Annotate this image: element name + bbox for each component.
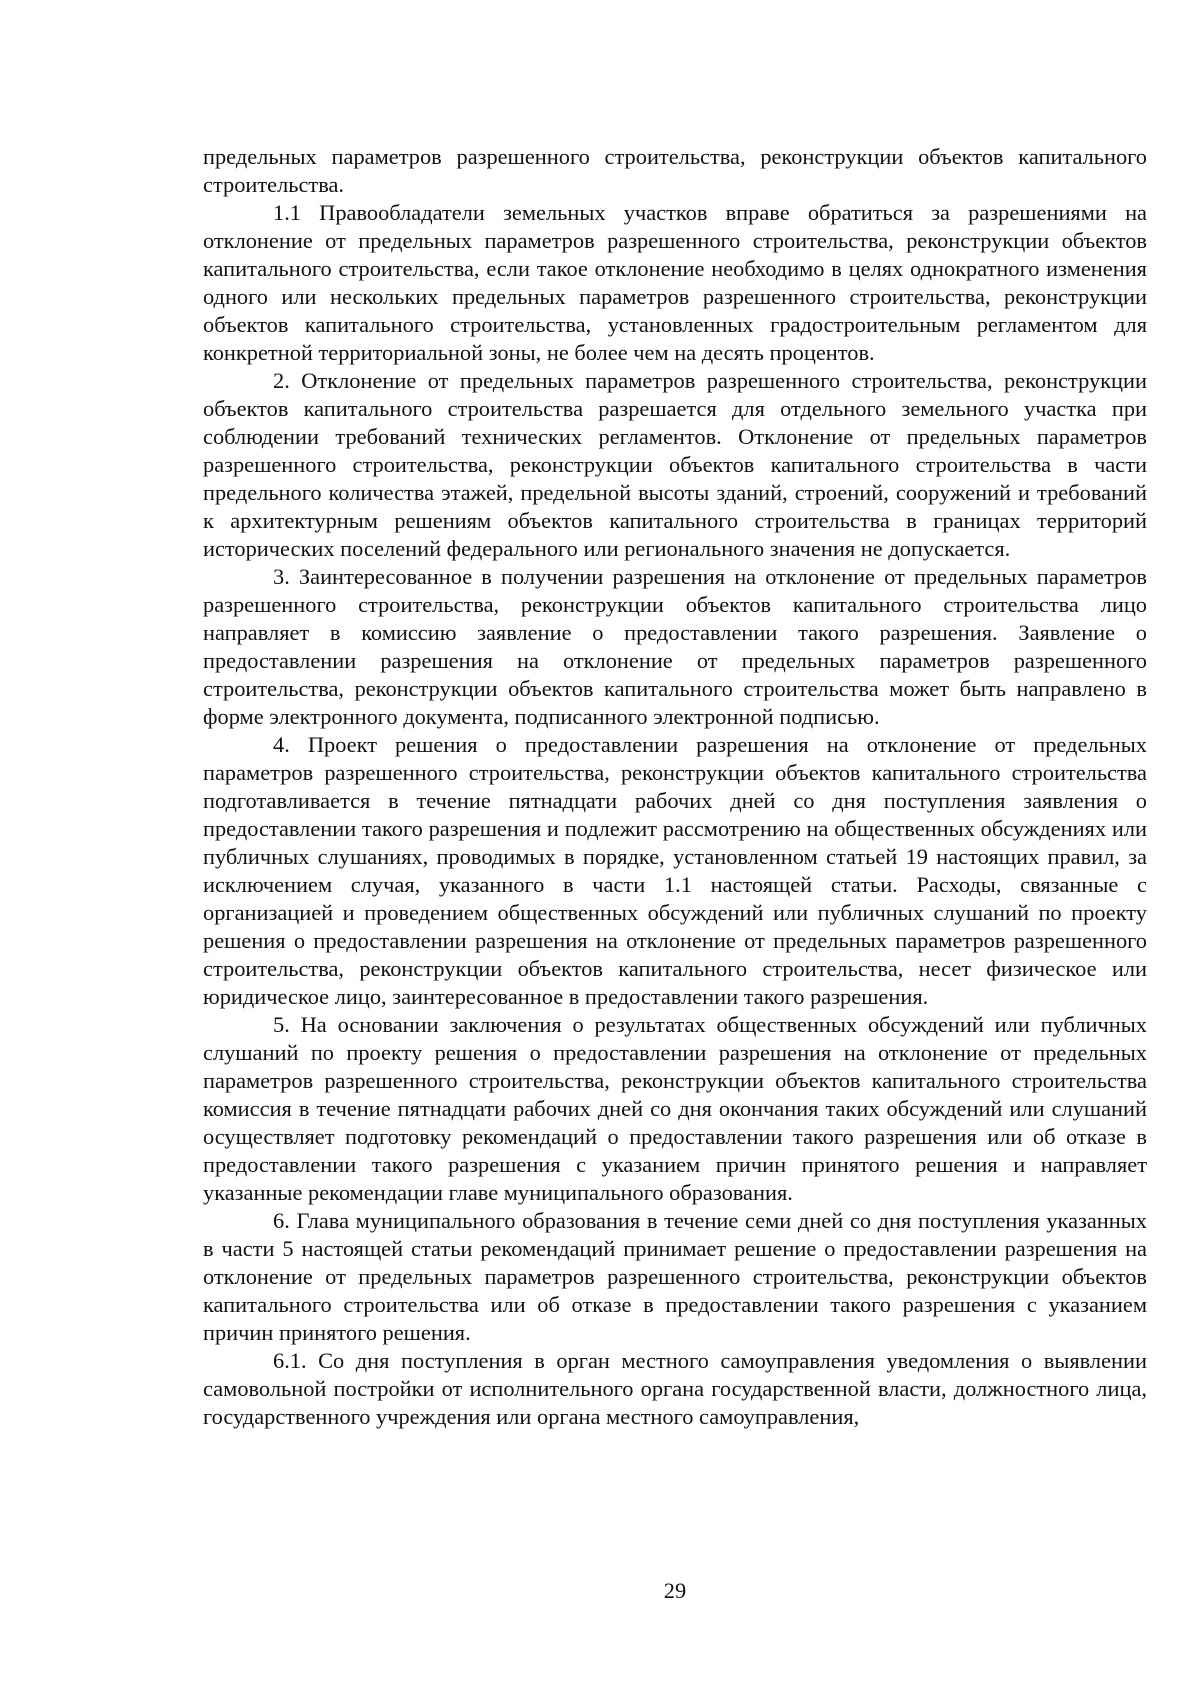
paragraph-4: 4. Проект решения о предоставлении разрешения на отклонение от предельных параметров разрешенного строительства, реконструкции объектов капитального строительства подготавливается в течение пятнадцати рабочих дней со дня поступления заявления о предоставлении такого разрешения и подлежит рассмотрению на общественных обсуждениях или публичных слушаниях, проводимых в порядке, установленном статьей 19 настоящих правил, за исключением случая, указанного в части 1.1 настоящей статьи. Расходы, связанные с организацией и проведением общественных обсуждений или публичных слушаний по проекту решения о предоставлении разрешения на отклонение от предельных параметров разрешенного строительства, реконструкции объектов капитального строительства, несет физическое или юридическое лицо, заинтересованное в предоставлении такого разрешения. [203,732,1147,1009]
paragraph-continuation: предельных параметров разрешенного строительства, реконструкции объектов капитального строительства. [203,144,1147,197]
paragraph-1-1: 1.1 Правообладатели земельных участков вправе обратиться за разрешениями на отклонение от предельных параметров разрешенного строительства, реконструкции объектов капитального строительства, если такое отклонение необходимо в целях однократного изменения одного или нескольких предельных параметров разрешенного строительства, реконструкции объектов капитального строительства, установленных градостроительным регламентом для конкретной территориальной зоны, не более чем на десять процентов. [203,200,1147,365]
paragraph-6: 6. Глава муниципального образования в течение семи дней со дня поступления указанных в части 5 настоящей статьи рекомендаций принимает решение о предоставлении разрешения на отклонение от предельных параметров разрешенного строительства, реконструкции объектов капитального строительства или об отказе в предоставлении такого разрешения с указанием причин принятого решения. [203,1208,1147,1345]
paragraph-2: 2. Отклонение от предельных параметров разрешенного строительства, реконструкции объектов капитального строительства разрешается для отдельного земельного участка при соблюдении требований технических регламентов. Отклонение от предельных параметров разрешенного строительства, реконструкции объектов капитального строительства в части предельного количества этажей, предельной высоты зданий, строений, сооружений и требований к архитектурным решениям объектов капитального строительства в границах территорий исторических поселений федерального или регионального значения не допускается. [203,368,1147,561]
paragraph-6-1: 6.1. Со дня поступления в орган местного самоуправления уведомления о выявлении самовольной постройки от исполнительного органа государственной власти, должностного лица, государственного учреждения или органа местного самоуправления, [203,1348,1147,1429]
document-body [203,143,1147,1431]
paragraph-5: 5. На основании заключения о результатах общественных обсуждений или публичных слушаний по проекту решения о предоставлении разрешения на отклонение от предельных параметров разрешенного строительства, реконструкции объектов капитального строительства комиссия в течение пятнадцати рабочих дней со дня окончания таких обсуждений или слушаний осуществляет подготовку рекомендаций о предоставлении такого разрешения или об отказе в предоставлении такого разрешения с указанием причин принятого решения и направляет указанные рекомендации главе муниципального образования. [203,1012,1147,1205]
page-number: 29 [663,1578,687,1603]
paragraph-3: 3. Заинтересованное в получении разрешения на отклонение от предельных параметров разрешенного строительства, реконструкции объектов капитального строительства лицо направляет в комиссию заявление о предоставлении такого разрешения. Заявление о предоставлении разрешения на отклонение от предельных параметров разрешенного строительства, реконструкции объектов капитального строительства может быть направлено в форме электронного документа, подписанного электронной подписью. [203,564,1147,729]
